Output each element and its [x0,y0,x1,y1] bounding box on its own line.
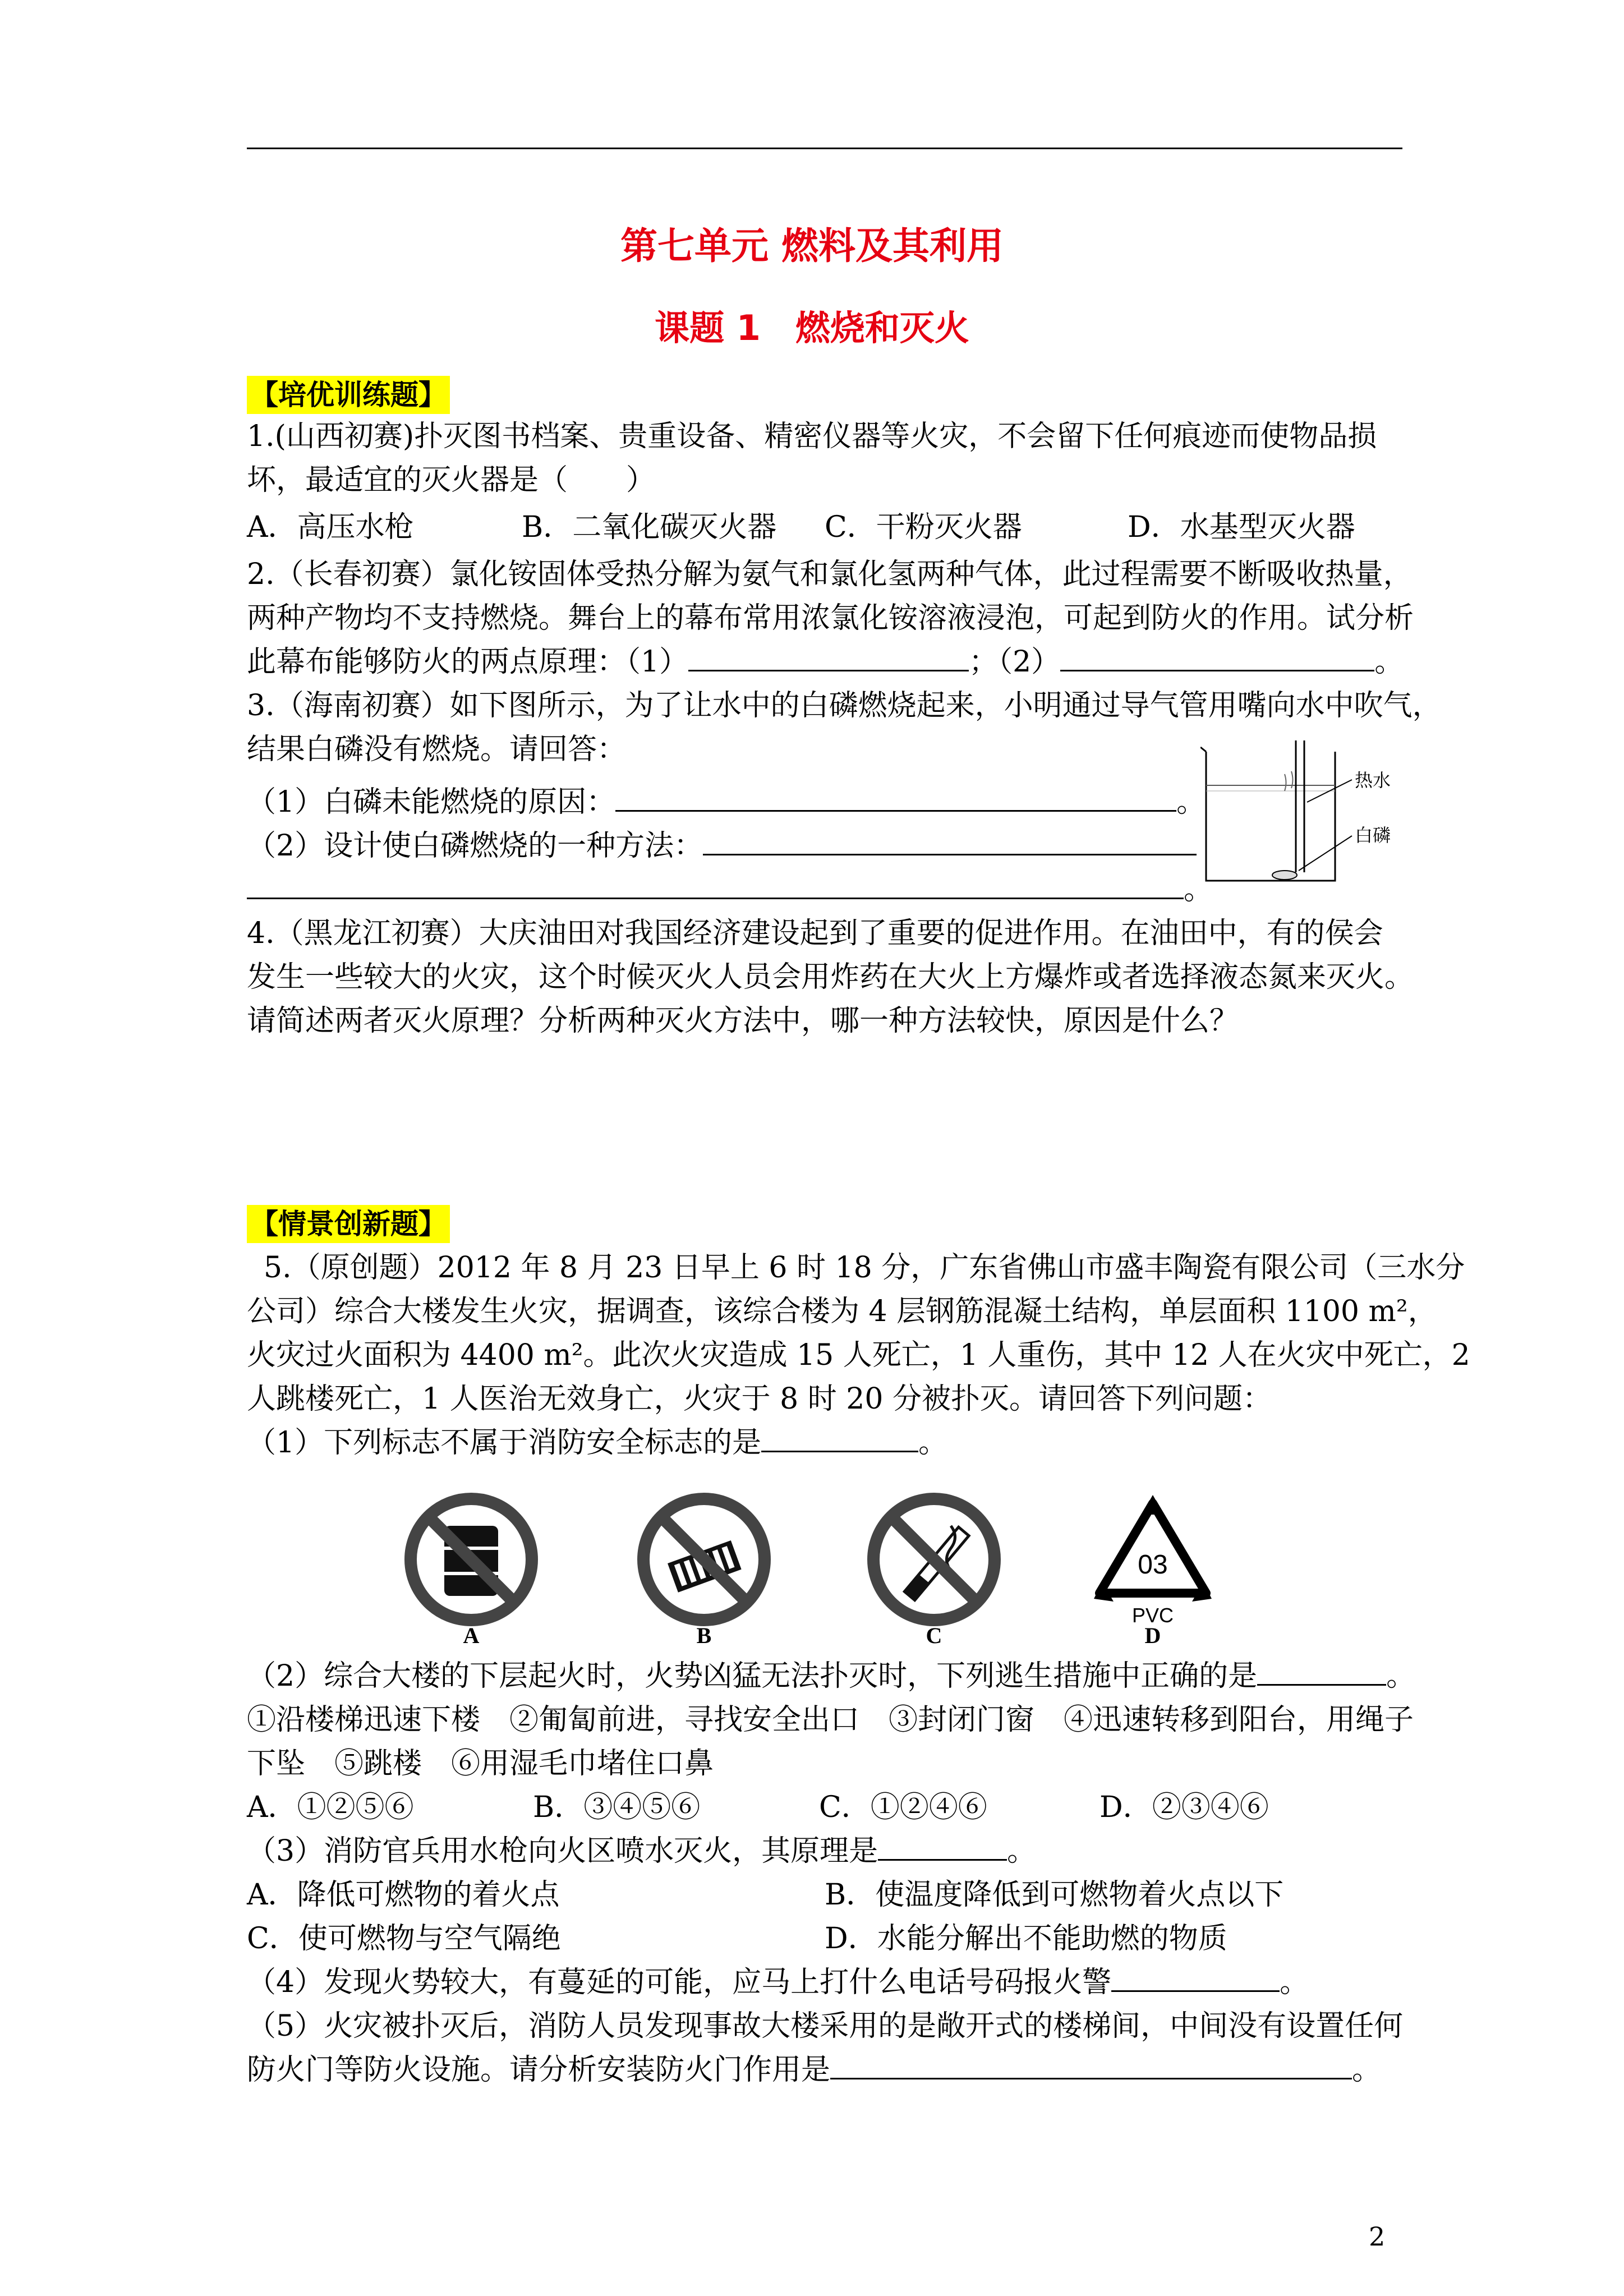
q5-answer-blank-1[interactable] [761,1424,918,1452]
q1-line-2: 坏，最适宜的灭火器是（ ） [247,463,656,497]
q1-option-c: C．干粉灭火器 [825,510,1022,544]
q5-part-3-text: （3）消防官兵用水枪向火区喷水灭火，其原理是 [247,1834,878,1868]
q5-part-2 [247,1655,1416,1697]
q2-answer-blank-1[interactable] [688,643,969,671]
q5-part-2-line-2: ①沿楼梯迅速下楼 ②匍匐前进，寻找安全出口 ③封闭门窗 ④迅速转移到阳台，用绳子 [247,1703,1414,1737]
q5-part-5-end: 。 [1352,2053,1382,2087]
q1-line-1: 1.(山西初赛)扑灭图书档案、贵重设备、精密仪器等火灾，不会留下任何痕迹而使物品损 [247,420,1377,453]
q5-part-5-text: 防火门等防火设施。请分析安装防火门作用是 [247,2053,831,2087]
label-hot-water: 热水 [1355,770,1391,791]
q5-line-4: 人跳楼死亡，1 人医治无效身亡，火灾于 8 时 20 分被扑灭。请回答下列问题： [247,1382,1272,1416]
q5-part-1-text: （1）下列标志不属于消防安全标志的是 [247,1426,762,1460]
q2-line-3 [247,641,1402,683]
q5-p3-option-c: C．使可燃物与空气隔绝 [247,1922,561,1955]
q5-answer-blank-4[interactable] [1111,1963,1280,1992]
unit-title: 第七单元 燃料及其利用 [620,224,1004,268]
sign-label-b: B [696,1623,712,1648]
no-oil-barrel-icon [404,1492,539,1627]
q5-answer-blank-2[interactable] [1257,1657,1386,1686]
q4-line-1: 4.（黑龙江初赛）大庆油田对我国经济建设起到了重要的促进作用。在油田中，有的侯会 [247,917,1383,950]
q5-part-1-end: 。 [918,1426,948,1460]
q5-part-4-end: 。 [1280,1966,1309,1999]
q2-answer-blank-2[interactable] [1060,643,1374,671]
q5-part-1 [247,1421,1402,1464]
q3-line-1: 3.（海南初赛）如下图所示，为了让水中的白磷燃烧起来，小明通过导气管用嘴向水中吹气， [247,689,1442,723]
q5-part-5-line-1: （5）火灾被扑灭后，消防人员发现事故大楼采用的是敞开式的楼梯间，中间没有设置任何 [247,2009,1404,2043]
q1-option-a: A．高压水枪 [247,510,414,544]
sign-label-d: D [1144,1623,1161,1648]
q5-line-1: 5.（原创题）2012 年 8 月 23 日早上 6 时 18 分，广东省佛山市盛丰陶瓷有限公司（三水分 [264,1251,1465,1285]
q5-line-3: 火灾过火面积为 4400 m²。此次火灾造成 15 人死亡，1 人重伤，其中 12 人在火灾中死亡，2 [247,1338,1470,1372]
q4-line-3: 请简述两者灭火原理？分析两种灭火方法中，哪一种方法较快，原因是什么？ [247,1004,1239,1038]
q3-line-2: 结果白磷没有燃烧。请回答： [247,733,627,766]
recycle-pvc-text: PVC [1131,1604,1174,1627]
no-matches-icon [637,1492,771,1627]
header-rule [247,148,1402,149]
no-smoking-icon [867,1492,1001,1627]
q3-sub-1-text: （1）白磷未能燃烧的原因： [247,785,616,819]
q3-answer-blank-3[interactable] [247,871,1184,899]
q2-line-2: 两种产物均不支持燃烧。舞台上的幕布常用浓氯化铵溶液浸泡，可起到防火的作用。试分析 [247,601,1414,635]
recycle-number: 03 [1138,1550,1168,1580]
q2-line-3-middle: ；（2） [969,645,1061,679]
q5-answer-blank-5[interactable] [830,2051,1352,2079]
q3-sub-2-end: 。 [1184,873,1213,907]
q3-answer-blank-1[interactable] [615,783,1176,812]
q5-p2-option-a: A．①②⑤⑥ [247,1791,414,1824]
q5-answer-blank-3[interactable] [878,1832,1007,1861]
label-white-phosphorus: 白磷 [1355,825,1391,846]
q5-part-2-text: （2）综合大楼的下层起火时，火势凶猛无法扑灭时，下列逃生措施中正确的是 [247,1659,1258,1693]
q4-line-2: 发生一些较大的火灾，这个时候灭火人员会用炸药在大火上方爆炸或者选择液态氮来灭火。 [247,960,1414,994]
q5-part-5-line-2 [247,2049,1402,2091]
q5-part-2-line-3: 下坠 ⑤跳楼 ⑥用湿毛巾堵住口鼻 [247,1747,714,1780]
q3-sub-2-text: （2）设计使白磷燃烧的一种方法： [247,829,703,863]
q5-part-4-text: （4）发现火势较大，有蔓延的可能，应马上打什么电话号码报火警 [247,1966,1112,1999]
q3-sub-1-end: 。 [1176,785,1206,819]
q5-p2-option-d: D．②③④⑥ [1099,1791,1269,1824]
q5-p3-option-b: B．使温度降低到可燃物着火点以下 [825,1878,1284,1912]
lesson-title: 课题 1 燃烧和灭火 [655,307,969,348]
q5-part-2-end: 。 [1386,1659,1416,1693]
recycle-pvc-icon [1085,1492,1220,1627]
sign-label-a: A [463,1623,480,1648]
q2-line-1: 2.（长春初赛）氯化铵固体受热分解为氨气和氯化氢两种气体，此过程需要不断吸收热量， [247,558,1413,591]
q1-option-b: B．二氧化碳灭火器 [522,510,777,544]
q2-line-3-end: 。 [1374,645,1404,679]
page-number: 2 [1369,2221,1386,2252]
q5-part-3-end: 。 [1007,1834,1037,1868]
sign-label-c: C [926,1623,942,1648]
q5-line-2: 公司）综合大楼发生火灾，据调查，该综合楼为 4 层钢筋混凝土结构，单层面积 1100 m²， [247,1295,1437,1328]
q1-option-d: D．水基型灭火器 [1128,510,1355,544]
section-tag-scenario: 【情景创新题】 [247,1205,450,1243]
q5-p2-option-b: B．③④⑤⑥ [533,1791,701,1824]
beaker-white-phosphorus-figure [1200,740,1414,886]
q5-part-3 [247,1830,1402,1872]
q5-p3-option-d: D．水能分解出不能助燃的物质 [825,1922,1227,1955]
q3-answer-blank-2[interactable] [703,827,1197,855]
q5-p3-option-a: A．降低可燃物的着火点 [247,1878,560,1912]
q5-part-4 [247,1961,1402,2004]
q2-line-3-prefix: 此幕布能够防火的两点原理：（1） [247,645,689,679]
q5-p2-option-c: C．①②④⑥ [819,1791,987,1824]
section-tag-training: 【培优训练题】 [247,376,450,414]
